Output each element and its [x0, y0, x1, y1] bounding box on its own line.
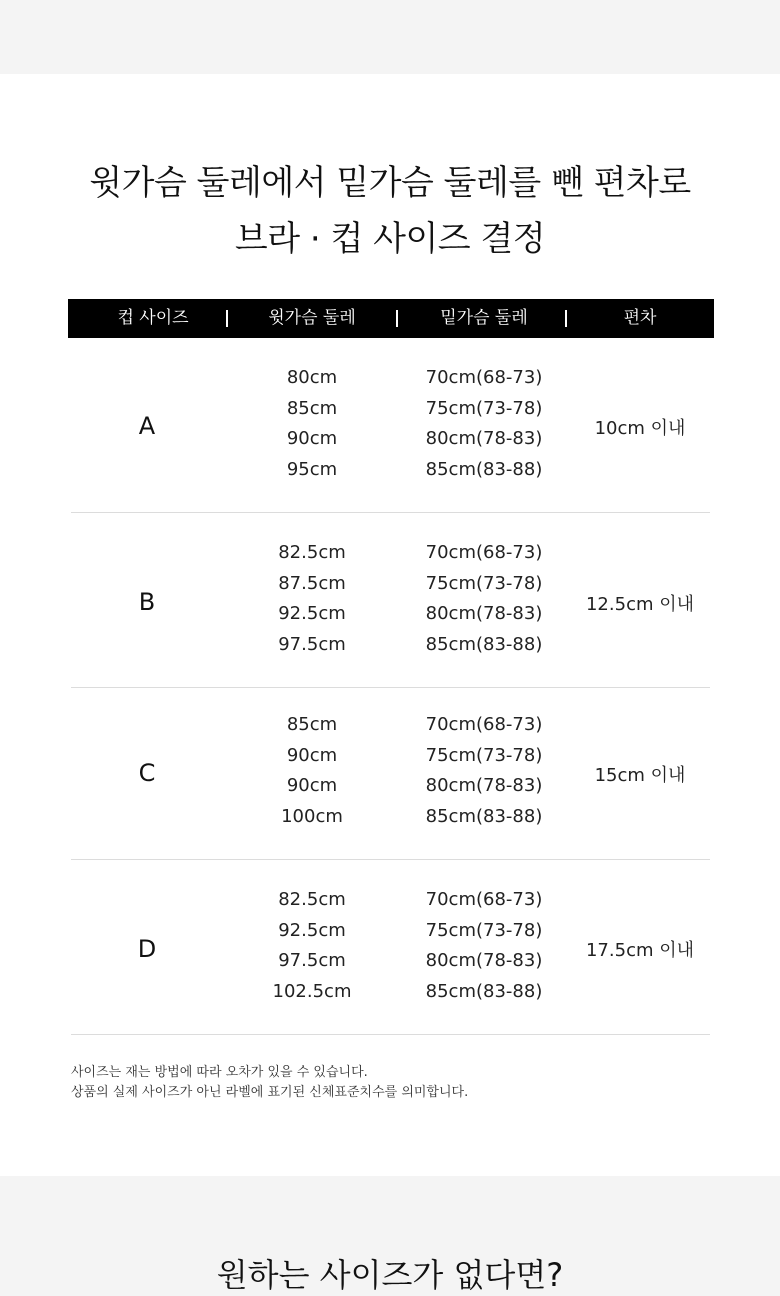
note-measurement-error: 사이즈는 재는 방법에 따라 오차가 있을 수 있습니다.	[71, 1065, 368, 1080]
top-band	[0, 0, 780, 74]
upper-bust-value: 97.5cm	[278, 633, 346, 655]
under-bust-value: 85cm(83-88)	[425, 633, 543, 655]
difference-value: 15cm 이내	[594, 765, 686, 786]
upper-bust-values	[240, 363, 384, 485]
section-heading-no-size: 원하는 사이즈가 없다면?	[216, 1256, 564, 1294]
upper-bust-value: 87.5cm	[278, 572, 346, 594]
upper-bust-values	[240, 538, 384, 660]
page-title-line-2: 브라 · 컵 사이즈 결정	[234, 219, 546, 259]
under-bust-value: 75cm(73-78)	[425, 572, 543, 594]
cup-size-label: A	[138, 412, 156, 440]
size-table-header	[68, 299, 714, 338]
under-bust-value: 70cm(68-73)	[425, 542, 543, 563]
header-separator	[226, 310, 228, 327]
under-bust-value: 70cm(68-73)	[425, 714, 543, 735]
upper-bust-values	[240, 710, 384, 832]
row-divider	[71, 512, 710, 513]
row-divider	[71, 1034, 710, 1035]
upper-bust-value: 85cm	[286, 397, 338, 419]
upper-bust-value: 85cm	[286, 714, 338, 735]
upper-bust-value: 97.5cm	[278, 950, 346, 971]
under-bust-value: 75cm(73-78)	[425, 919, 543, 941]
header-separator	[565, 310, 567, 327]
note-label-standard: 상품의 실제 사이즈가 아닌 라벨에 표기된 신체표준치수를 의미합니다.	[71, 1085, 469, 1100]
upper-bust-value: 95cm	[286, 458, 338, 480]
cup-size-label: B	[138, 588, 156, 616]
header-separator	[396, 310, 398, 327]
under-bust-values	[400, 710, 568, 832]
upper-bust-values	[240, 885, 384, 1007]
cup-size-label: C	[138, 759, 156, 787]
row-divider	[71, 859, 710, 860]
under-bust-value: 80cm(78-83)	[425, 775, 543, 796]
under-bust-values	[400, 885, 568, 1007]
under-bust-value: 85cm(83-88)	[425, 805, 543, 827]
difference-value: 12.5cm 이내	[585, 594, 694, 615]
upper-bust-value: 100cm	[281, 805, 343, 827]
upper-bust-value: 90cm	[286, 744, 338, 766]
under-bust-value: 75cm(73-78)	[425, 397, 543, 419]
under-bust-value: 85cm(83-88)	[425, 980, 543, 1002]
under-bust-value: 70cm(68-73)	[425, 889, 543, 910]
under-bust-value: 85cm(83-88)	[425, 458, 543, 480]
upper-bust-value: 92.5cm	[278, 919, 346, 941]
difference-value: 10cm 이내	[594, 418, 686, 439]
cup-size-label: D	[137, 935, 157, 963]
under-bust-value: 75cm(73-78)	[425, 744, 543, 766]
page-title-line-1: 윗가슴 둘레에서 밑가슴 둘레를 뺀 편차로	[89, 163, 691, 203]
under-bust-values	[400, 538, 568, 660]
under-bust-value: 80cm(78-83)	[425, 428, 543, 449]
upper-bust-value: 82.5cm	[278, 889, 346, 910]
upper-bust-value: 102.5cm	[272, 980, 352, 1002]
under-bust-value: 70cm(68-73)	[425, 367, 543, 388]
upper-bust-value: 92.5cm	[278, 603, 346, 624]
under-bust-value: 80cm(78-83)	[425, 950, 543, 971]
upper-bust-value: 82.5cm	[278, 542, 346, 563]
upper-bust-value: 90cm	[286, 428, 338, 449]
header-cup-size: 컵 사이즈	[117, 308, 189, 328]
under-bust-value: 80cm(78-83)	[425, 603, 543, 624]
under-bust-values	[400, 363, 568, 485]
upper-bust-value: 90cm	[286, 775, 338, 796]
header-upper-bust: 윗가슴 둘레	[268, 308, 356, 328]
difference-value: 17.5cm 이내	[585, 940, 694, 961]
size-notes	[71, 1063, 468, 1103]
header-under-bust: 밑가슴 둘레	[440, 308, 528, 328]
header-difference: 편차	[623, 308, 657, 328]
upper-bust-value: 80cm	[286, 367, 338, 388]
row-divider	[71, 687, 710, 688]
